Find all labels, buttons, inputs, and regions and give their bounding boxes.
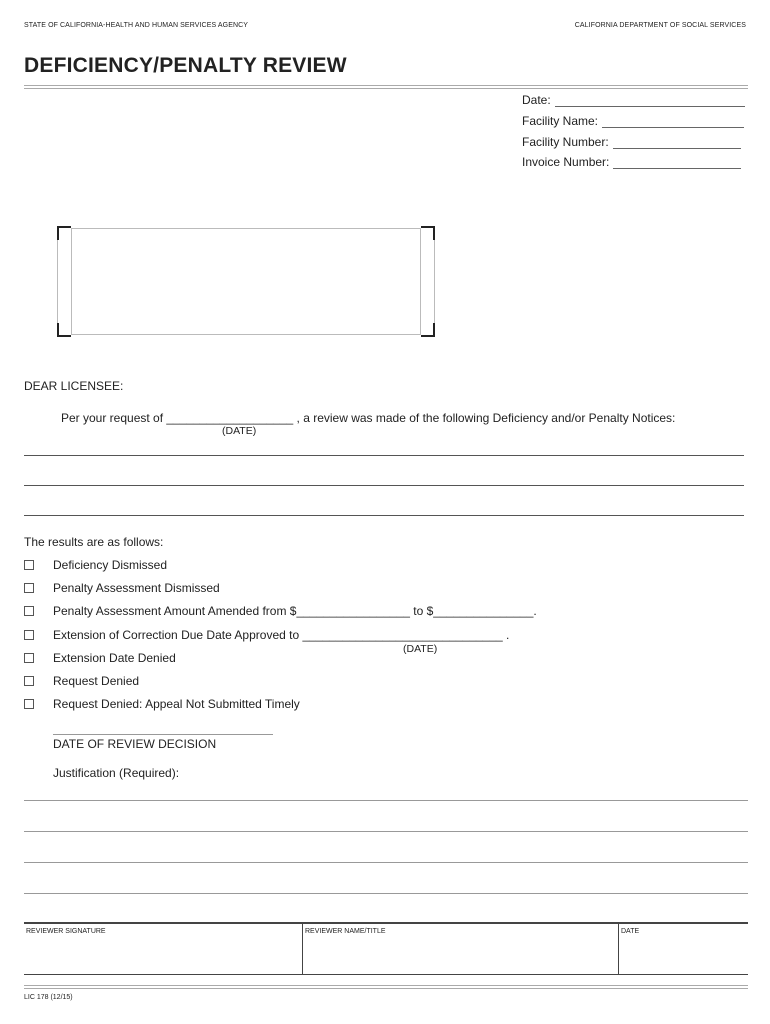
facility-name-field[interactable] [522, 114, 744, 128]
address-window-left-edge [57, 240, 58, 323]
facility-number-label: Facility Number: [522, 135, 609, 149]
option-deficiency-dismissed[interactable] [24, 558, 167, 572]
corner-mark [57, 323, 71, 337]
address-window [57, 226, 435, 337]
option-label: Deficiency Dismissed [53, 558, 168, 572]
notice-line[interactable] [24, 455, 744, 456]
request-line: Per your request of ___________________ , a review was made of the following Deficiency and/or Penalty Notices: [61, 411, 676, 425]
option-penalty-amended[interactable] [24, 604, 537, 618]
checkbox[interactable] [24, 560, 34, 570]
form-title: DEFICIENCY/PENALTY REVIEW [24, 54, 347, 77]
footer-divider [24, 985, 748, 989]
option-label: Extension Date Denied [53, 651, 176, 665]
corner-mark [57, 226, 71, 240]
date-line[interactable] [555, 95, 745, 107]
invoice-number-line[interactable] [613, 157, 741, 169]
option-label: Request Denied [53, 674, 140, 688]
justification-line[interactable] [24, 893, 748, 894]
decision-date-line[interactable] [53, 734, 273, 735]
justification-line[interactable] [24, 831, 748, 832]
decision-date-label: DATE OF REVIEW DECISION [53, 737, 217, 751]
facility-name-line[interactable] [602, 116, 744, 128]
form-id: LIC 178 (12/15) [24, 994, 73, 1001]
checkbox[interactable] [24, 583, 34, 593]
justification-label: Justification (Required): [53, 766, 180, 780]
option-penalty-dismissed[interactable] [24, 581, 220, 595]
option-label: Request Denied: Appeal Not Submitted Timely [53, 697, 300, 711]
checkbox[interactable] [24, 653, 34, 663]
address-window-frame [71, 228, 421, 335]
reviewer-signature-label: REVIEWER SIGNATURE [26, 928, 106, 935]
justification-line[interactable] [24, 862, 748, 863]
reviewer-signature-cell[interactable] [24, 924, 302, 974]
option-extension-denied[interactable] [24, 651, 176, 665]
extension-date-caption: (DATE) [403, 643, 438, 655]
corner-mark [421, 226, 435, 240]
request-date-caption: (DATE) [222, 425, 257, 437]
option-request-denied[interactable] [24, 674, 139, 688]
signature-date-cell[interactable] [618, 924, 748, 974]
reviewer-name-label: REVIEWER NAME/TITLE [305, 928, 386, 935]
title-divider [24, 85, 748, 89]
agency-name-left: STATE OF CALIFORNIA-HEALTH AND HUMAN SERVICES AGENCY [24, 22, 249, 29]
agency-name-right: CALIFORNIA DEPARTMENT OF SOCIAL SERVICES [574, 22, 746, 29]
facility-number-field[interactable] [522, 135, 741, 149]
option-extension-approved[interactable] [24, 628, 509, 642]
corner-mark [421, 323, 435, 337]
facility-number-line[interactable] [613, 137, 741, 149]
checkbox[interactable] [24, 676, 34, 686]
signature-date-label: DATE [621, 928, 640, 935]
facility-name-label: Facility Name: [522, 114, 599, 128]
notice-line[interactable] [24, 515, 744, 516]
results-intro: The results are as follows: [24, 535, 164, 549]
option-label: Penalty Assessment Dismissed [53, 581, 220, 595]
reviewer-name-cell[interactable] [302, 924, 618, 974]
salutation: DEAR LICENSEE: [24, 379, 124, 393]
invoice-number-field[interactable] [522, 155, 741, 169]
date-field[interactable] [522, 93, 745, 107]
option-label: Penalty Assessment Amount Amended from $_________________ to $_______________. [53, 604, 537, 618]
address-window-right-edge [434, 240, 435, 323]
checkbox[interactable] [24, 630, 34, 640]
option-request-denied-untimely[interactable] [24, 697, 300, 711]
date-label: Date: [522, 93, 551, 107]
checkbox[interactable] [24, 606, 34, 616]
invoice-number-label: Invoice Number: [522, 155, 610, 169]
signature-block [24, 922, 748, 975]
justification-line[interactable] [24, 800, 748, 801]
notice-line[interactable] [24, 485, 744, 486]
option-label: Extension of Correction Due Date Approved to ______________________________ . [53, 628, 510, 642]
checkbox[interactable] [24, 699, 34, 709]
